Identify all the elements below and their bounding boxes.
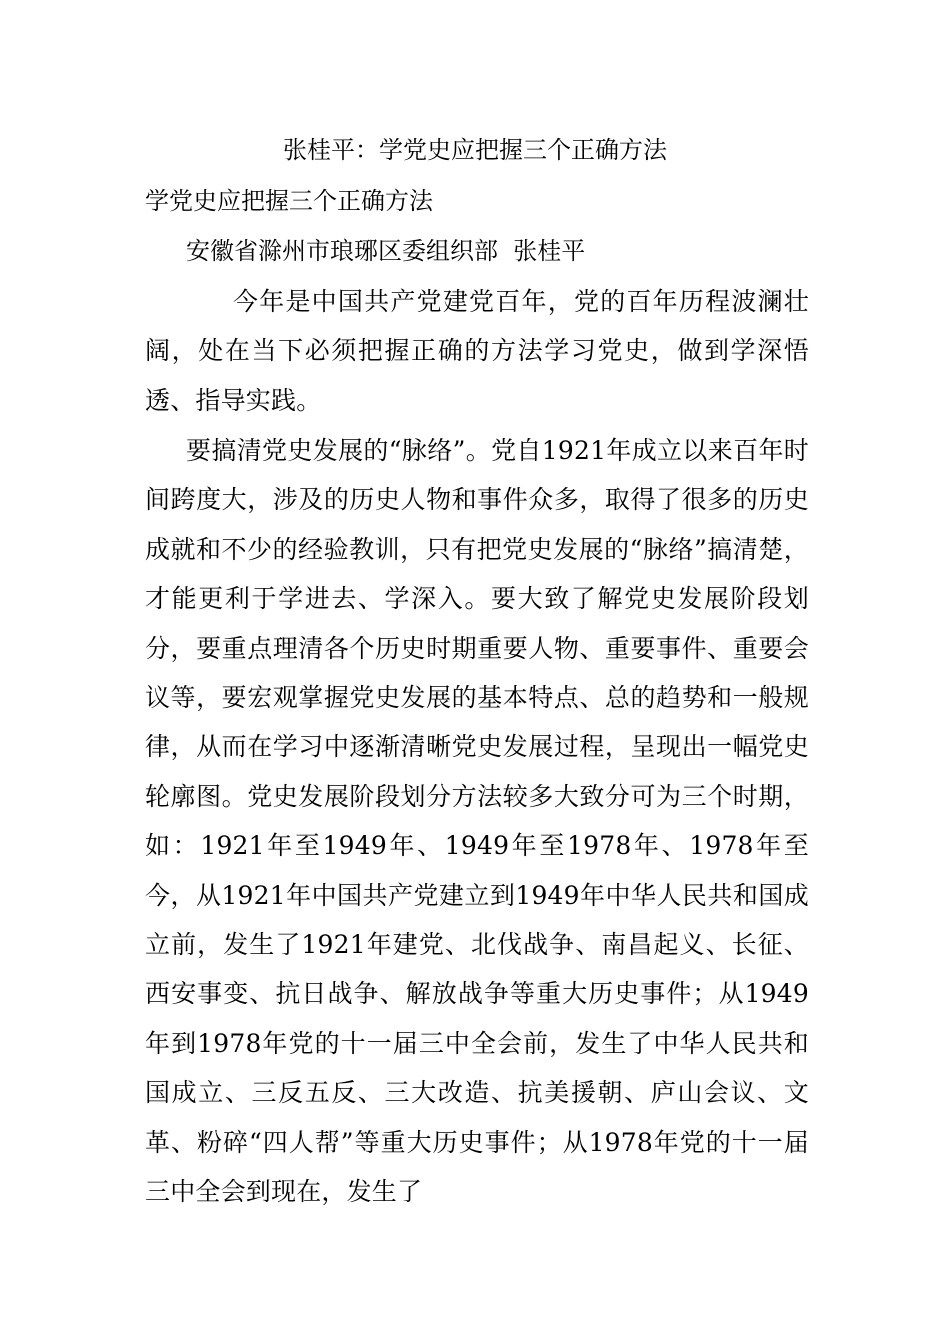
document-subtitle: 学党史应把握三个正确方法 xyxy=(145,187,433,215)
author-byline: 安徽省滁州市琅琊区委组织部 张桂平 xyxy=(186,237,586,265)
paragraph-intro: 今年是中国共产党建党百年，党的百年历程波澜壮阔，处在当下必须把握正确的方法学习党史，做到学深悟透、指导实践。 xyxy=(145,287,809,415)
paragraph-context: 要搞清党史发展的“脉络”。党自1921年成立以来百年时间跨度大，涉及的历史人物和事件众多，取得了很多的历史成就和不少的经验教训，只有把党史发展的“脉络”搞清楚，才能更利于学进去、学深入。要大致了解党史发展阶段划分，要重点理清各个历史时期重要人物、重要事件、重要会议等，要宏观掌握党史发展的基本特点、总的趋势和一般规律，从而在学习中逐渐清晰党史发展过程，呈现出一幅党史轮廓图。党史发展阶段划分方法较多大致分可为三个时期，如：1921年至1949年、1949年至1978年、1978年至今，从1921年中国共产党建立到1949年中华人民共和国成立前，发生了1921年建党、北伐战争、南昌起义、长征、西安事变、抗日战争、解放战争等重大历史事件；从1949年到1978年党的十一届三中全会前，发生了中华人民共和国成立、三反五反、三大改造、抗美援朝、庐山会议、文革、粉碎“四人帮”等重大历史事件；从1978年党的十一届三中全会到现在，发生了 xyxy=(145,436,809,1207)
document-title: 张桂平：学党史应把握三个正确方法 xyxy=(283,136,667,164)
